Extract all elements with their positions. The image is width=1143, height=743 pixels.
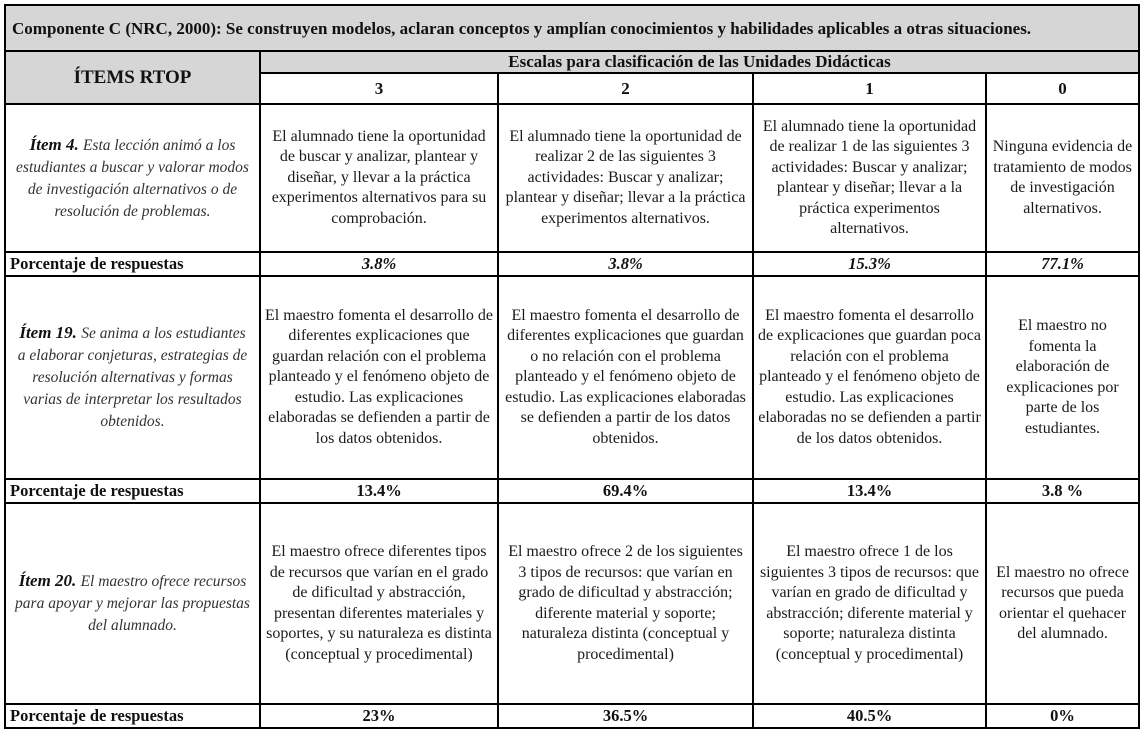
item-row-19: [5, 276, 1139, 479]
item-20-pct-1: 40.5%: [753, 704, 986, 728]
item-20-desc-0: El maestro no ofrece recursos que pueda orientar el quehacer del alumnado.: [986, 503, 1139, 704]
scale-1: 1: [753, 73, 986, 104]
percent-label: Porcentaje de respuestas: [5, 704, 260, 728]
rtop-table: [4, 4, 1140, 729]
item-19-desc-3: El maestro fomenta el desarrollo de diferentes explicaciones que guardan relación con el problema planteado y el fenómeno objeto de estudio. Las explicaciones elaboradas se defienden a partir de los datos obtenidos.: [260, 276, 498, 479]
item-4-desc-3: El alumnado tiene la oportunidad de buscar y analizar, plantear y diseñar, y llevar a la práctica experimentos alternativos para su comprobación.: [260, 104, 498, 252]
percent-label: Porcentaje de respuestas: [5, 479, 260, 503]
scales-header: Escalas para clasificación de las Unidades Didácticas: [260, 51, 1139, 73]
item-19-label: [5, 276, 260, 479]
item-20-pct-2: 36.5%: [498, 704, 753, 728]
item-4-desc-2: El alumnado tiene la oportunidad de realizar 2 de las siguientes 3 actividades: Buscar y analizar; plantear y diseñar; llevar a la práctica experimentos alternativos.: [498, 104, 753, 252]
item-row-4: [5, 104, 1139, 252]
item-4-pct-1: 15.3%: [753, 252, 986, 276]
item-20-title: Ítem 20.: [18, 571, 81, 590]
item-20-desc-2: El maestro ofrece 2 de los siguientes 3 tipos de recursos: que varían en grado de dificultad y abstracción; diferente material y soporte; naturaleza distinta (conceptual y procedimental): [498, 503, 753, 704]
item-20-desc-1: El maestro ofrece 1 de los siguientes 3 tipos de recursos: que varían en grado de dificultad y abstracción; diferente material y soporte; naturaleza distinta (conceptual y procedimental): [753, 503, 986, 704]
item-19-desc-1: El maestro fomenta el desarrollo de explicaciones que guardan poca relación con el problema planteado y el fenómeno objeto de estudio. Las explicaciones elaboradas no se defienden a partir de los datos obtenidos.: [753, 276, 986, 479]
item-19-pct-0: 3.8 %: [986, 479, 1139, 503]
item-19-percent-row: [5, 479, 1139, 503]
item-19-desc-2: El maestro fomenta el desarrollo de diferentes explicaciones que guardan o no relación con el problema planteado y el fenómeno objeto de estudio. Las explicaciones elaboradas se defienden a partir de los datos obtenidos.: [498, 276, 753, 479]
scale-2: 2: [498, 73, 753, 104]
item-19-text: Se anima a los estudiantes a elaborar conjeturas, estrategias de resolución alternativas y formas varias de interpretar los resultados obtenidos.: [17, 325, 248, 430]
item-19-title: Ítem 19.: [19, 323, 82, 342]
document-page: [4, 4, 1138, 729]
item-20-label: [5, 503, 260, 704]
component-title: Componente C (NRC, 2000): Se construyen modelos, aclaran conceptos y amplían conocimientos y habilidades aplicables a otras situaciones.: [5, 5, 1139, 51]
item-4-desc-1: El alumnado tiene la oportunidad de realizar 1 de las siguientes 3 actividades: Buscar y analizar; plantear y diseñar; llevar a la práctica experimentos alternativos.: [753, 104, 986, 252]
item-20-percent-row: [5, 704, 1139, 728]
item-20-pct-0: 0%: [986, 704, 1139, 728]
item-row-20: [5, 503, 1139, 704]
item-4-percent-row: [5, 252, 1139, 276]
percent-label: Porcentaje de respuestas: [5, 252, 260, 276]
items-header: ÍTEMS RTOP: [5, 51, 260, 104]
scale-3: 3: [260, 73, 498, 104]
item-19-desc-0: El maestro no fomenta la elaboración de explicaciones por parte de los estudiantes.: [986, 276, 1139, 479]
item-4-pct-3: 3.8%: [260, 252, 498, 276]
item-20-text: El maestro ofrece recursos para apoyar y mejorar las propuestas del alumnado.: [15, 573, 250, 634]
item-4-desc-0: Ninguna evidencia de tratamiento de modos de investigación alternativos.: [986, 104, 1139, 252]
item-4-title: Ítem 4.: [29, 134, 83, 154]
item-19-pct-1: 13.4%: [753, 479, 986, 503]
item-19-pct-2: 69.4%: [498, 479, 753, 503]
item-19-pct-3: 13.4%: [260, 479, 498, 503]
item-4-pct-2: 3.8%: [498, 252, 753, 276]
item-4-pct-0: 77.1%: [986, 252, 1139, 276]
item-4-text: Esta lección animó a los estudiantes a buscar y valorar modos de investigación alternativos o de resolución de problemas.: [16, 136, 249, 220]
item-20-pct-3: 23%: [260, 704, 498, 728]
scale-0: 0: [986, 73, 1139, 104]
item-4-label: [5, 104, 260, 252]
item-20-desc-3: El maestro ofrece diferentes tipos de recursos que varían en el grado de dificultad y abstracción, presentan diferentes materiales y soportes, y su naturaleza es distinta (conceptual y procedimental): [260, 503, 498, 704]
